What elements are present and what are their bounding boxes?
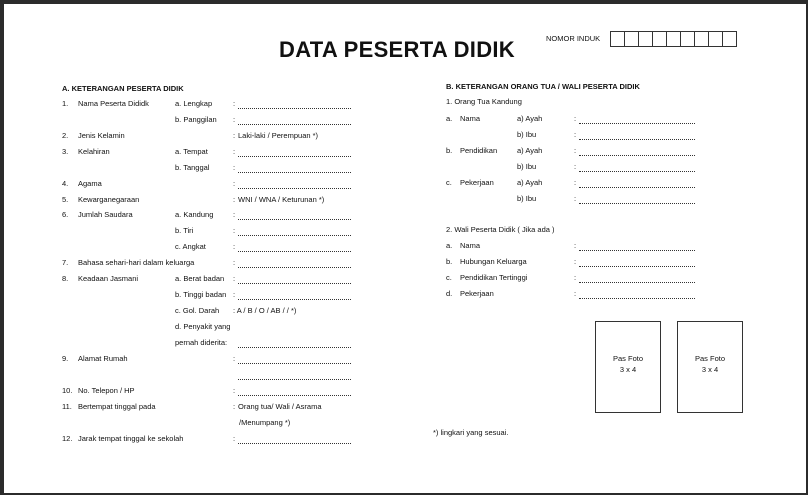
photo-box-2: [677, 321, 743, 413]
field-label: Hubungan Keluarga: [460, 257, 527, 266]
nomor-induk-box[interactable]: [610, 31, 625, 47]
nomor-induk-label: NOMOR INDUK: [546, 34, 601, 43]
row-number: 9.: [62, 354, 69, 363]
colon: :: [574, 178, 577, 187]
fill-in-line[interactable]: [238, 227, 351, 236]
sub-field-label: c. Gol. Darah: [175, 306, 220, 315]
sub-field-label: pernah diderita:: [175, 338, 228, 347]
fill-in-line[interactable]: [238, 371, 351, 380]
nomor-induk-box[interactable]: [666, 31, 681, 47]
colon: :: [574, 130, 577, 139]
colon: :: [233, 115, 236, 124]
colon: :: [574, 257, 577, 266]
colon: :: [233, 195, 236, 204]
section-a-heading: A. KETERANGAN PESERTA DIDIK: [62, 84, 184, 93]
colon: :: [233, 210, 236, 219]
colon: :: [233, 274, 236, 283]
nomor-induk-box[interactable]: [680, 31, 695, 47]
fill-in-line[interactable]: [579, 115, 695, 124]
form-sheet: [4, 4, 806, 493]
field-label: Keadaan Jasmani: [78, 274, 139, 283]
colon: :: [233, 434, 236, 443]
fill-in-line[interactable]: [238, 243, 351, 252]
field-label: Alamat Rumah: [78, 354, 128, 363]
field-option-text: Orang tua/ Wali / Asrama: [238, 402, 322, 411]
colon: :: [233, 131, 236, 140]
field-option-text: /Menumpang *): [239, 418, 291, 427]
field-label: Pekerjaan: [460, 178, 494, 187]
section-b-heading: B. KETERANGAN ORANG TUA / WALI PESERTA DIDIK: [446, 82, 640, 91]
colon: :: [233, 99, 236, 108]
row-number: 6.: [62, 210, 69, 219]
row-letter: c.: [446, 178, 452, 187]
sub-field-label: b) Ibu: [517, 130, 537, 139]
field-label: Pendidikan Tertinggi: [460, 273, 528, 282]
fill-in-line[interactable]: [238, 148, 351, 157]
sub-field-label: b. Panggilan: [175, 115, 217, 124]
colon: :: [574, 289, 577, 298]
fill-in-line[interactable]: [238, 211, 351, 220]
nomor-induk-box[interactable]: [722, 31, 737, 47]
colon: :: [574, 273, 577, 282]
row-number: 7.: [62, 258, 69, 267]
colon: :: [233, 258, 236, 267]
fill-in-line[interactable]: [238, 100, 351, 109]
photo-label: Pas Foto: [612, 354, 643, 363]
sub-field-label: a. Kandung: [175, 210, 214, 219]
nomor-induk-box[interactable]: [708, 31, 723, 47]
field-label: Pendidikan: [460, 146, 498, 155]
fill-in-line[interactable]: [579, 242, 695, 251]
colon: :: [233, 386, 236, 395]
colon: :: [233, 179, 236, 188]
row-letter: b.: [446, 146, 453, 155]
row-letter: a.: [446, 241, 453, 250]
field-label: Bahasa sehari-hari dalam keluarga: [78, 258, 195, 267]
fill-in-line[interactable]: [579, 131, 695, 140]
fill-in-line[interactable]: [579, 163, 695, 172]
photo-size: 3 x 4: [619, 365, 637, 374]
fill-in-line[interactable]: [238, 275, 351, 284]
sub-field-label: b. Tiri: [175, 226, 194, 235]
field-label: Kewarganegaraan: [78, 195, 140, 204]
sub-field-label: c. Angkat: [175, 242, 206, 251]
field-label: Agama: [78, 179, 102, 188]
sub-field-label: b. Tanggal: [175, 163, 210, 172]
colon: :: [233, 242, 236, 251]
row-letter: a.: [446, 114, 453, 123]
sub-field-label: a) Ayah: [517, 178, 543, 187]
field-option-text: Laki-laki / Perempuan *): [238, 131, 319, 140]
fill-in-line[interactable]: [238, 116, 351, 125]
photo-label: Pas Foto: [694, 354, 725, 363]
sub-field-label: a. Berat badan: [175, 274, 225, 283]
field-label: Jenis Kelamin: [78, 131, 125, 140]
row-number: 3.: [62, 147, 69, 156]
wali-label: 2. Wali Peserta Didik ( Jika ada ): [446, 225, 555, 234]
colon: :: [574, 146, 577, 155]
nomor-induk-box[interactable]: [638, 31, 653, 47]
field-label: Jarak tempat tinggal ke sekolah: [78, 434, 184, 443]
field-label: Nama Peserta Dididk: [78, 99, 149, 108]
sub-field-label: a. Tempat: [175, 147, 208, 156]
sub-field-label: b) Ibu: [517, 162, 537, 171]
field-option-text: : A / B / O / AB / / *): [233, 306, 297, 315]
row-number: 4.: [62, 179, 69, 188]
fill-in-line[interactable]: [579, 195, 695, 204]
row-number: 10.: [62, 386, 73, 395]
fill-in-line[interactable]: [579, 179, 695, 188]
nomor-induk-box[interactable]: [694, 31, 709, 47]
ortu-kandung-label: 1. Orang Tua Kandung: [446, 97, 522, 106]
field-label: Kelahiran: [78, 147, 110, 156]
sub-field-label: a. Lengkap: [175, 99, 213, 108]
page-title: DATA PESERTA DIDIK: [279, 37, 515, 62]
colon: :: [233, 226, 236, 235]
fill-in-line[interactable]: [238, 180, 351, 189]
field-label: No. Telepon / HP: [78, 386, 135, 395]
fill-in-line[interactable]: [238, 387, 351, 396]
fill-in-line[interactable]: [238, 435, 351, 444]
row-letter: c.: [446, 273, 452, 282]
colon: :: [233, 402, 236, 411]
sub-field-label: b. Tinggi badan: [175, 290, 227, 299]
photo-box-1: [595, 321, 661, 413]
fill-in-line[interactable]: [579, 258, 695, 267]
field-label: Jumlah Saudara: [78, 210, 133, 219]
row-number: 8.: [62, 274, 69, 283]
field-label: Nama: [460, 114, 481, 123]
colon: :: [233, 354, 236, 363]
colon: :: [233, 163, 236, 172]
colon: :: [574, 241, 577, 250]
row-letter: d.: [446, 289, 453, 298]
row-number: 2.: [62, 131, 69, 140]
field-option-text: WNI / WNA / Keturunan *): [238, 195, 325, 204]
row-letter: b.: [446, 257, 453, 266]
row-number: 11.: [62, 402, 72, 411]
field-label: Pekerjaan: [460, 289, 494, 298]
fill-in-line[interactable]: [579, 147, 695, 156]
row-number: 1.: [62, 99, 69, 108]
colon: :: [233, 147, 236, 156]
sub-field-label: d. Penyakit yang: [175, 322, 231, 331]
row-number: 5.: [62, 195, 69, 204]
sub-field-label: b) Ibu: [517, 194, 537, 203]
fill-in-line[interactable]: [579, 274, 695, 283]
colon: :: [574, 114, 577, 123]
sub-field-label: a) Ayah: [517, 146, 543, 155]
colon: :: [574, 162, 577, 171]
fill-in-line[interactable]: [579, 290, 695, 299]
field-label: Nama: [460, 241, 481, 250]
fill-in-line[interactable]: [238, 291, 351, 300]
fill-in-line[interactable]: [238, 259, 351, 268]
fill-in-line[interactable]: [238, 355, 351, 364]
nomor-induk-box[interactable]: [652, 31, 667, 47]
sub-field-label: a) Ayah: [517, 114, 543, 123]
footnote: *) lingkari yang sesuai.: [433, 428, 509, 437]
nomor-induk-box[interactable]: [624, 31, 639, 47]
photo-size: 3 x 4: [701, 365, 719, 374]
colon: :: [574, 194, 577, 203]
row-number: 12.: [62, 434, 73, 443]
fill-in-line[interactable]: [238, 339, 351, 348]
field-label: Bertempat tinggal pada: [78, 402, 156, 411]
colon: :: [233, 290, 236, 299]
fill-in-line[interactable]: [238, 164, 351, 173]
